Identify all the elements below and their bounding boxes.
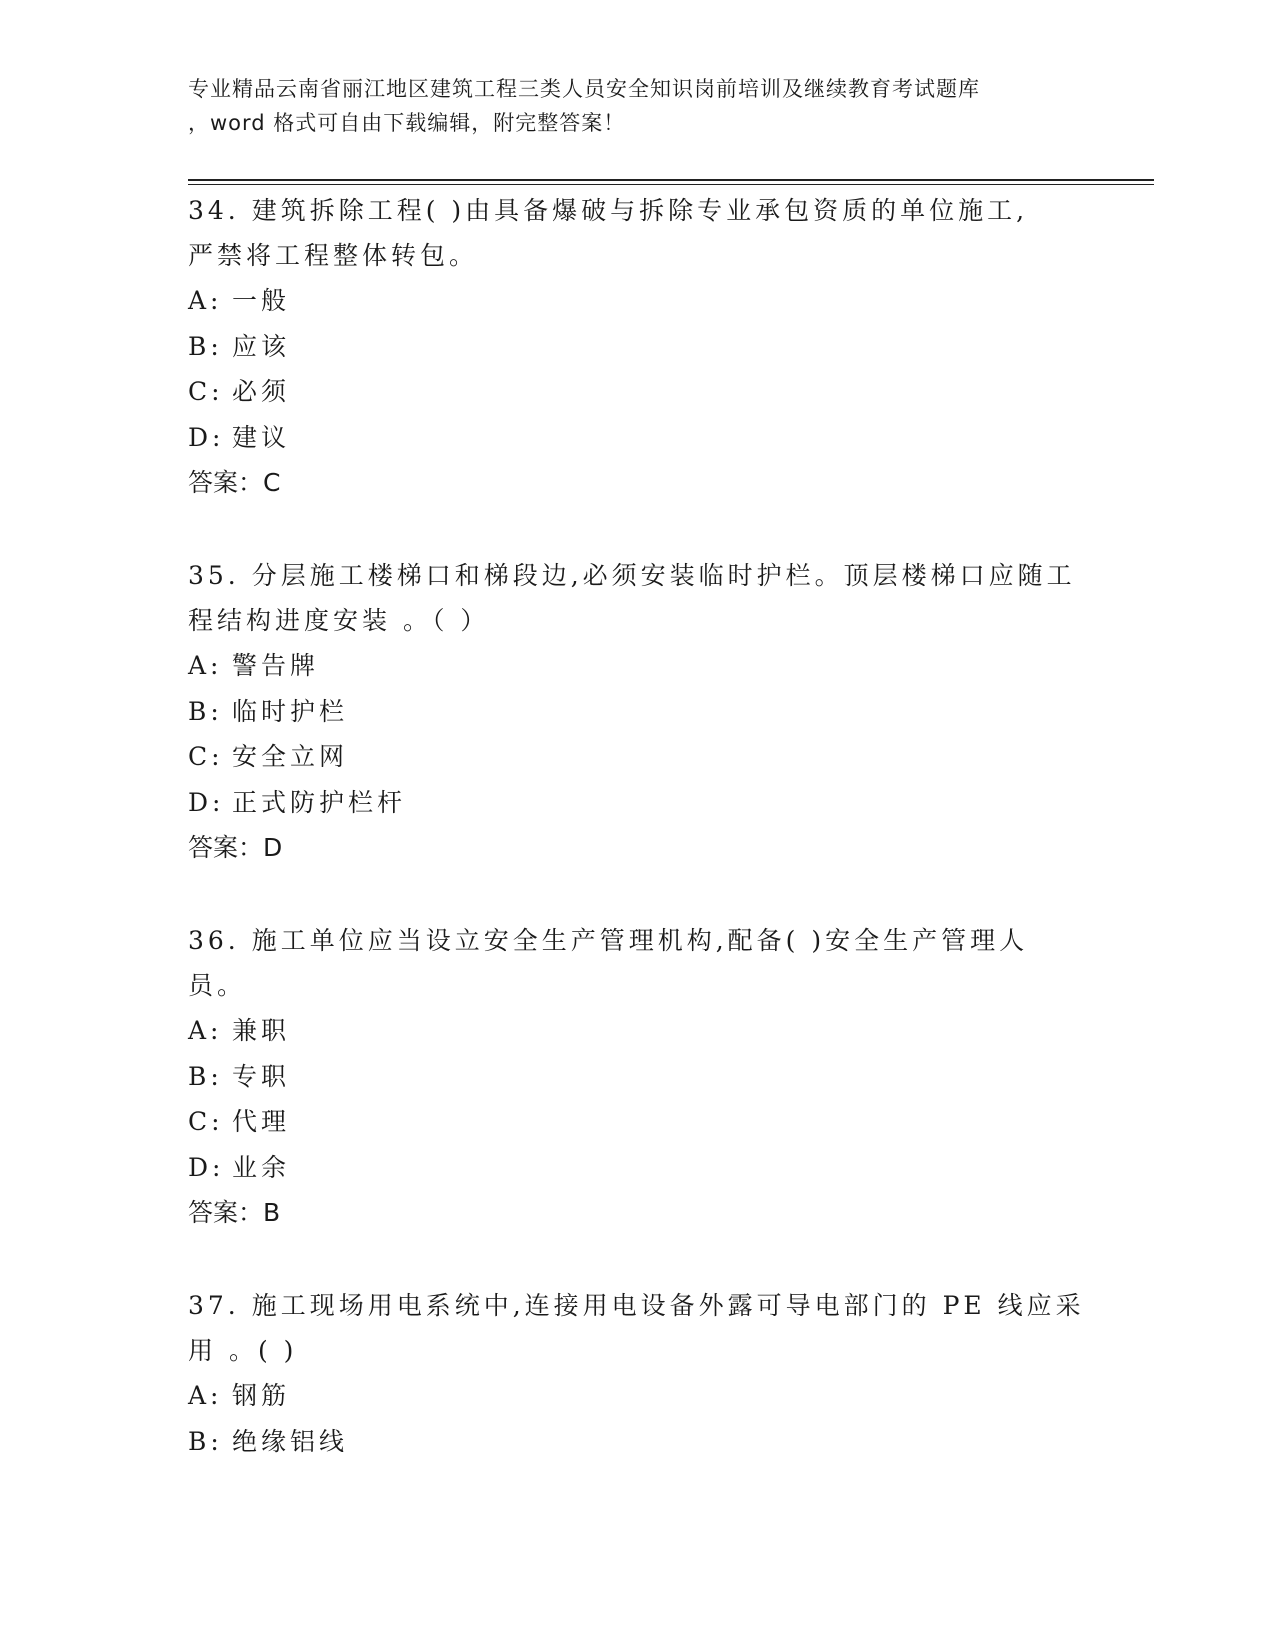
option-b [188, 689, 1088, 735]
option-text: 临时护栏 [232, 696, 349, 726]
answer-line: 答案：C [188, 468, 281, 497]
option-text: 专职 [232, 1061, 291, 1091]
option-c [188, 734, 1088, 780]
header-divider-thin [188, 184, 1154, 185]
question-34 [188, 188, 1088, 505]
option-b [188, 1419, 1088, 1465]
option-key: D: [188, 1152, 225, 1182]
option-d [188, 415, 1088, 461]
question-36 [188, 918, 1088, 1235]
header-title-line: 专业精品云南省丽江地区建筑工程三类人员安全知识岗前培训及继续教育考试题库 [188, 77, 980, 101]
option-key: B: [188, 331, 223, 361]
option-key: C: [188, 377, 224, 406]
question-stem-line: 员。 [188, 971, 247, 1000]
option-text: 兼职 [232, 1016, 291, 1045]
option-key: A: [188, 1016, 223, 1045]
option-b [188, 1054, 1088, 1100]
question-stem-line: 严禁将工程整体转包。 [188, 241, 479, 270]
option-key: D: [188, 422, 225, 452]
question-35 [188, 553, 1088, 870]
option-text: 建议 [232, 422, 291, 452]
option-text: 必须 [232, 377, 291, 406]
option-a [188, 278, 1088, 324]
document-header [188, 72, 1088, 140]
option-key: A: [188, 286, 223, 315]
question-37 [188, 1283, 1088, 1464]
question-stem-line: 用 。( ) [188, 1336, 298, 1365]
answer-line: 答案：B [188, 1198, 281, 1227]
question-stem-line: 程结构进度安装 。（ ） [188, 606, 490, 635]
option-text: 正式防护栏杆 [232, 787, 407, 817]
header-subtitle-line: ，word 格式可自由下载编辑，附完整答案！ [188, 111, 626, 135]
option-text: 警告牌 [232, 651, 320, 680]
option-key: D: [188, 787, 225, 817]
option-text: 代理 [232, 1107, 291, 1136]
option-d [188, 1145, 1088, 1191]
option-text: 钢筋 [232, 1381, 291, 1410]
option-c [188, 369, 1088, 415]
option-key: A: [188, 651, 223, 680]
option-text: 一般 [232, 286, 291, 315]
option-text: 安全立网 [232, 742, 349, 771]
option-a [188, 643, 1088, 689]
option-text: 应该 [232, 331, 291, 361]
option-text: 业余 [232, 1152, 291, 1182]
option-key: B: [188, 1426, 223, 1456]
option-key: B: [188, 696, 223, 726]
option-d [188, 780, 1088, 826]
option-b [188, 324, 1088, 370]
option-a [188, 1373, 1088, 1419]
header-divider-thick [188, 179, 1154, 181]
option-c [188, 1099, 1088, 1145]
option-key: B: [188, 1061, 223, 1091]
option-text: 绝缘铝线 [232, 1426, 349, 1456]
question-stem-line: 37. 施工现场用电系统中,连接用电设备外露可导电部门的 PE 线应采 [188, 1291, 1085, 1320]
option-key: A: [188, 1381, 223, 1410]
question-stem-line: 34. 建筑拆除工程( )由具备爆破与拆除专业承包资质的单位施工, [188, 196, 1029, 225]
question-stem-line: 36. 施工单位应当设立安全生产管理机构,配备( )安全生产管理人 [188, 926, 1029, 955]
question-stem-line: 35. 分层施工楼梯口和梯段边,必须安装临时护栏。顶层楼梯口应随工 [188, 561, 1076, 590]
option-key: C: [188, 1107, 224, 1136]
answer-line: 答案：D [188, 833, 283, 862]
option-a [188, 1008, 1088, 1054]
option-key: C: [188, 742, 224, 771]
